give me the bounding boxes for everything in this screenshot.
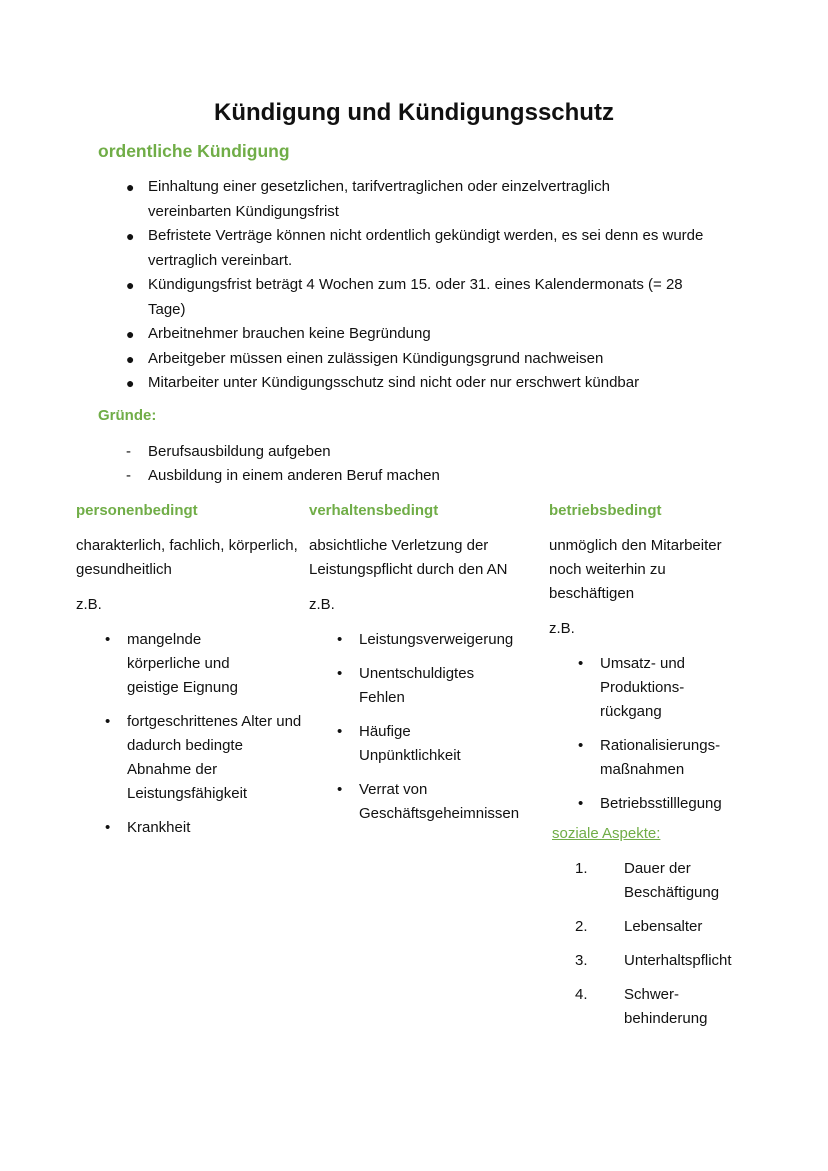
- list-item: - Ausbildung in einem anderen Beruf machen: [126, 467, 440, 484]
- column-personenbedingt: [76, 499, 301, 850]
- soziale-aspekte-heading: soziale Aspekte:: [552, 825, 661, 842]
- list-item: • Betriebsstilllegung: [578, 795, 722, 812]
- example-list: [549, 652, 750, 816]
- list-item: 4. Schwer-behinderung: [575, 986, 708, 1027]
- zb-label: z.B.: [309, 596, 335, 613]
- zb-label: z.B.: [76, 596, 102, 613]
- column-betriebsbedingt: [549, 499, 759, 1041]
- column-description: unmöglich den Mitarbeiter noch weiterhin zu beschäftigen: [549, 537, 722, 602]
- column-verhaltensbedingt: [309, 499, 544, 836]
- list-item: 2. Lebensalter: [575, 918, 703, 935]
- zb-label: z.B.: [549, 620, 575, 637]
- list-item: • Krankheit: [105, 819, 191, 836]
- example-list: [309, 628, 539, 826]
- column-heading: personenbedingt: [76, 502, 198, 519]
- list-item: • Häufige Unpünktlichkeit: [337, 723, 461, 764]
- list-item: - Berufsausbildung aufgeben: [126, 443, 331, 460]
- gruende-heading: Gründe:: [98, 407, 157, 424]
- page-title: Kündigung und Kündigungsschutz: [214, 99, 614, 126]
- list-item: ● Arbeitgeber müssen einen zulässigen Kündigungsgrund nachweisen: [126, 349, 604, 367]
- list-item: ● Arbeitnehmer brauchen keine Begründung: [126, 325, 431, 342]
- section-heading: ordentliche Kündigung: [98, 141, 290, 161]
- column-description: charakterlich, fachlich, körperlich, gesundheitlich: [76, 537, 298, 578]
- list-item: ● Mitarbeiter unter Kündigungsschutz sind nicht oder nur erschwert kündbar: [126, 374, 640, 391]
- column-description: absichtliche Verletzung der Leistungspflicht durch den AN: [309, 537, 508, 578]
- column-heading: betriebsbedingt: [549, 502, 662, 519]
- list-item: ● Kündigungsfrist beträgt 4 Wochen zum 15. oder 31. eines Kalendermonats (= 28 Tage): [126, 276, 683, 318]
- list-item: • mangelnde körperliche und geistige Eignung: [105, 631, 238, 696]
- list-item: • fortgeschrittenes Alter und dadurch bedingte Abnahme der Leistungsfähigkeit: [105, 713, 302, 802]
- main-bullet-list: [126, 175, 733, 396]
- list-item: • Umsatz- und Produktions-rückgang: [578, 655, 686, 720]
- list-item: 3. Unterhaltspflicht: [575, 952, 732, 969]
- column-heading: verhaltensbedingt: [309, 502, 439, 519]
- list-item: • Unentschuldigtes Fehlen: [337, 665, 475, 706]
- list-item: • Rationalisierungs-maßnahmen: [578, 737, 721, 778]
- gruende-list: [126, 440, 440, 488]
- list-item: 1. Dauer der Beschäftigung: [575, 860, 720, 901]
- list-item: ● Einhaltung einer gesetzlichen, tarifvertraglichen oder einzelvertraglich vereinbarten Kündigungsfrist: [126, 178, 610, 220]
- list-item: • Verrat von Geschäftsgeheimnissen: [337, 781, 520, 822]
- list-item: • Leistungsverweigerung: [337, 631, 514, 648]
- soziale-list: [549, 857, 754, 1031]
- list-item: ● Befristete Verträge können nicht ordentlich gekündigt werden, es sei denn es wurde vertraglich vereinbart.: [126, 227, 704, 269]
- example-list: [76, 628, 307, 840]
